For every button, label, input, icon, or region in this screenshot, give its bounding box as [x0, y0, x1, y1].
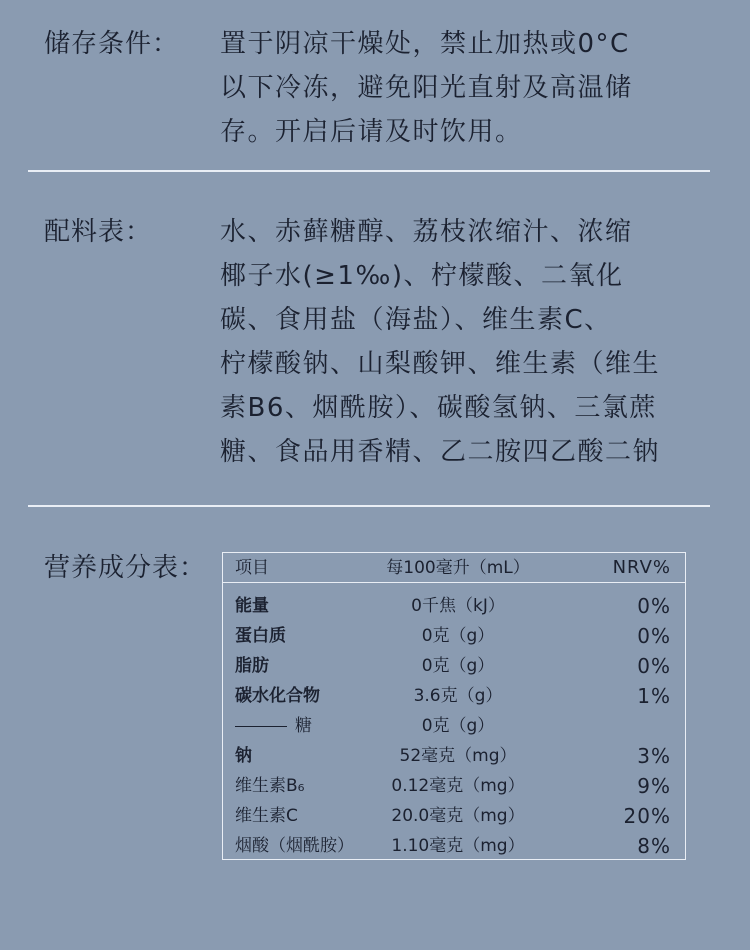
table-row [223, 771, 685, 801]
table-row [223, 741, 685, 771]
table-row [223, 711, 685, 741]
table-row [223, 621, 685, 651]
ingredients-line: 素B6、烟酰胺）、碳酸氢钠、三氯蔗 [220, 393, 657, 423]
row-item: 碳水化合物 [235, 686, 320, 706]
ingredients-section [0, 210, 750, 474]
header-item: 项目 [235, 558, 269, 578]
sub-item-dash [235, 726, 287, 727]
row-nrv: 1% [637, 684, 671, 708]
ingredients-line: 糖、食品用香精、乙二胺四乙酸二钠 [220, 437, 661, 467]
row-item: 蛋白质 [235, 626, 286, 646]
row-amount: 0千焦（kJ） [411, 596, 505, 616]
ingredients-text [220, 210, 698, 474]
storage-line: 存。开启后请及时饮用。 [220, 117, 523, 147]
ingredients-line: 碳、食用盐（海盐）、维生素C、 [220, 305, 612, 335]
nutrition-label: 营养成分表： [44, 553, 207, 583]
row-amount: 0.12毫克（mg） [391, 776, 525, 796]
row-item: 脂肪 [235, 656, 269, 676]
ingredients-label: 配料表： [44, 217, 153, 247]
row-amount: 0克（g） [421, 656, 495, 676]
row-nrv: 8% [637, 834, 671, 858]
nutrition-rows [223, 591, 685, 861]
row-item: 钠 [235, 746, 252, 766]
storage-text [220, 22, 698, 154]
divider [28, 505, 710, 507]
row-amount: 3.6克（g） [413, 686, 503, 706]
header-nrv: NRV% [612, 557, 671, 578]
row-amount: 1.10毫克（mg） [391, 836, 525, 856]
row-item: 能量 [235, 596, 269, 616]
storage-section [0, 22, 750, 154]
row-nrv: 9% [637, 774, 671, 798]
divider [28, 170, 710, 172]
row-amount: 0克（g） [421, 626, 495, 646]
row-nrv: 3% [637, 744, 671, 768]
table-row [223, 801, 685, 831]
nutrition-table-header [223, 553, 685, 583]
ingredients-line: 水、赤藓糖醇、荔枝浓缩汁、浓缩 [220, 217, 633, 247]
row-item [235, 711, 312, 741]
nutrition-table [222, 552, 686, 860]
table-row [223, 681, 685, 711]
row-item: 烟酸（烟酰胺） [235, 836, 354, 856]
row-item-text: 糖 [295, 716, 312, 736]
row-nrv: 20% [623, 804, 671, 828]
row-nrv: 0% [637, 654, 671, 678]
ingredients-line: 柠檬酸钠、山梨酸钾、维生素（维生 [220, 349, 661, 379]
row-nrv: 0% [637, 594, 671, 618]
storage-line: 置于阴凉干燥处，禁止加热或0°C [220, 29, 630, 59]
row-amount: 52毫克（mg） [399, 746, 517, 766]
table-row [223, 591, 685, 621]
storage-line: 以下冷冻，避免阳光直射及高温储 [220, 73, 633, 103]
row-item: 维生素B₆ [235, 776, 305, 796]
row-amount: 20.0毫克（mg） [391, 806, 525, 826]
table-row [223, 651, 685, 681]
table-row [223, 831, 685, 861]
nutrition-section [0, 546, 750, 866]
ingredients-line: 椰子水(≥1‰)、柠檬酸、二氧化 [220, 261, 624, 291]
header-amount: 每100毫升（mL） [386, 558, 530, 578]
row-amount: 0克（g） [421, 716, 495, 736]
row-nrv: 0% [637, 624, 671, 648]
storage-label: 储存条件： [44, 29, 180, 59]
row-item: 维生素C [235, 806, 298, 826]
